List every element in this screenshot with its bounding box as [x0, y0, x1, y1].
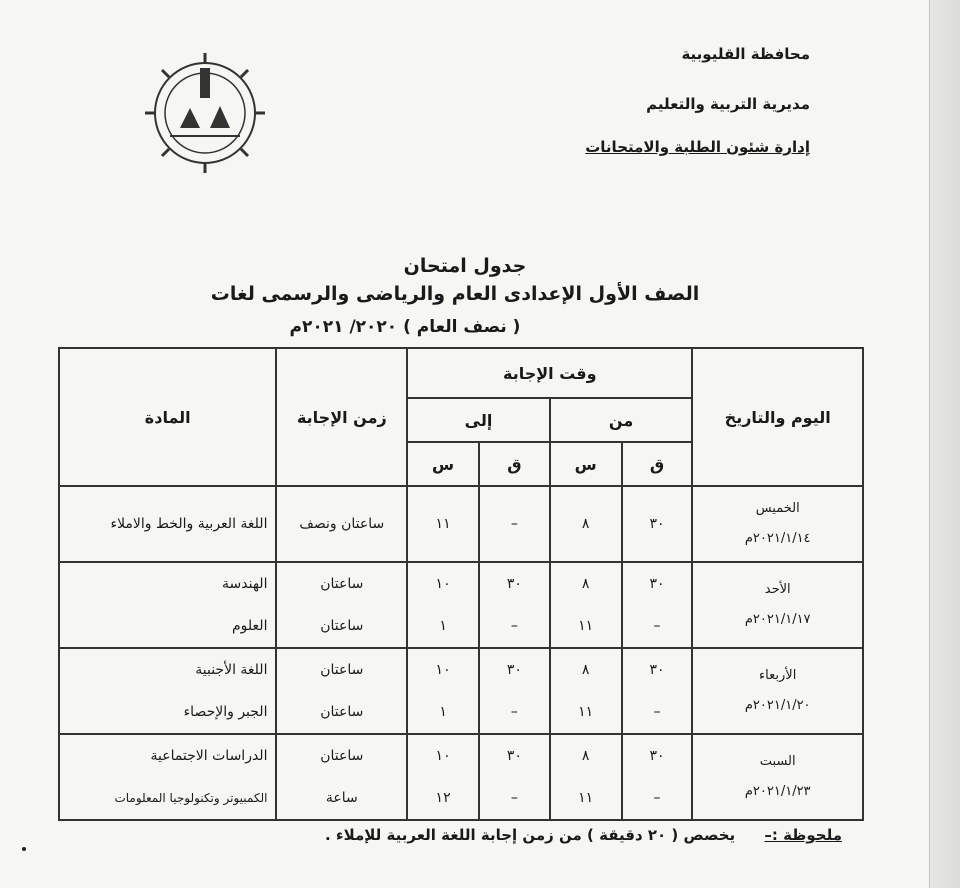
header-governorate: محافظة القليوبية: [681, 45, 810, 63]
header-duration: زمن الإجابة: [276, 348, 407, 486]
duration: ساعتان ساعتان: [276, 562, 407, 648]
exam-date: ٢٠٢١/١/١٧م: [744, 612, 811, 627]
day-cell: [692, 486, 863, 562]
to-minute: –: [479, 486, 550, 562]
table-row: [59, 648, 863, 734]
subject: اللغة الأجنبية الجبر والإحصاء: [59, 648, 276, 734]
day-name: الأربعاء: [759, 668, 797, 683]
page-subtitle: الصف الأول الإعدادى العام والرياضى والرسمى لغات: [210, 283, 700, 305]
day-cell: [692, 648, 863, 734]
day-name: الأحد: [764, 582, 791, 597]
from-minute: ٣٠ –: [622, 648, 693, 734]
table-row: [59, 734, 863, 820]
subject: اللغة العربية والخط والاملاء: [59, 486, 276, 562]
header-to-minute: ق: [479, 442, 550, 486]
notes: [325, 826, 842, 844]
header-from-minute: ق: [622, 442, 693, 486]
from-hour: ٨ ١١: [550, 734, 622, 820]
margin-dot: [22, 847, 26, 851]
exam-date: ٢٠٢١/١/٢٣م: [744, 784, 811, 799]
to-hour: ١٠ ١: [407, 562, 479, 648]
from-hour: ٨ ١١: [550, 562, 622, 648]
exam-schedule-table: [58, 347, 864, 821]
notes-label: ملحوظة :–: [764, 826, 842, 844]
header-to: إلى: [407, 398, 550, 442]
from-minute: ٣٠ –: [622, 734, 693, 820]
header-from-hour: س: [550, 442, 622, 486]
duration: ساعتان ونصف: [276, 486, 407, 562]
ministry-seal-icon: [140, 48, 270, 178]
header-answer-time: وقت الإجابة: [407, 348, 692, 398]
page-title: جدول امتحان: [403, 255, 527, 277]
to-hour: ١٠ ١٢: [407, 734, 479, 820]
header-from: من: [550, 398, 693, 442]
from-minute: ٣٠: [622, 486, 693, 562]
header-department: إدارة شئون الطلبة والامتحانات: [585, 138, 810, 156]
subject: الهندسة العلوم: [59, 562, 276, 648]
to-minute: ٣٠ –: [479, 562, 550, 648]
day-name: الخميس: [755, 501, 800, 516]
from-hour: ٨ ١١: [550, 648, 622, 734]
day-cell: [692, 734, 863, 820]
notes-text: يخصص ( ٢٠ دقيقة ) من زمن إجابة اللغة العربية للإملاء .: [325, 826, 736, 844]
exam-date: ٢٠٢١/١/١٤م: [744, 531, 811, 546]
subject: الدراسات الاجتماعية الكمبيوتر وتكنولوجيا المعلومات: [59, 734, 276, 820]
header-directorate: مديرية التربية والتعليم: [646, 95, 810, 113]
exam-date: ٢٠٢١/١/٢٠م: [744, 698, 811, 713]
duration: ساعتان ساعتان: [276, 648, 407, 734]
to-minute: ٣٠ –: [479, 648, 550, 734]
duration: ساعتان ساعة: [276, 734, 407, 820]
from-minute: ٣٠ –: [622, 562, 693, 648]
header-to-hour: س: [407, 442, 479, 486]
page-term: ( نصف العام ) ٢٠٢٠/ ٢٠٢١م: [289, 317, 521, 337]
to-minute: ٣٠ –: [479, 734, 550, 820]
header-day-date: اليوم والتاريخ: [692, 348, 863, 486]
from-hour: ٨: [550, 486, 622, 562]
table-row: [59, 562, 863, 648]
table-row: [59, 486, 863, 562]
to-hour: ١١: [407, 486, 479, 562]
day-cell: [692, 562, 863, 648]
page-edge: [929, 0, 960, 888]
header-subject: المادة: [59, 348, 276, 486]
day-name: السبت: [759, 754, 796, 769]
to-hour: ١٠ ١: [407, 648, 479, 734]
